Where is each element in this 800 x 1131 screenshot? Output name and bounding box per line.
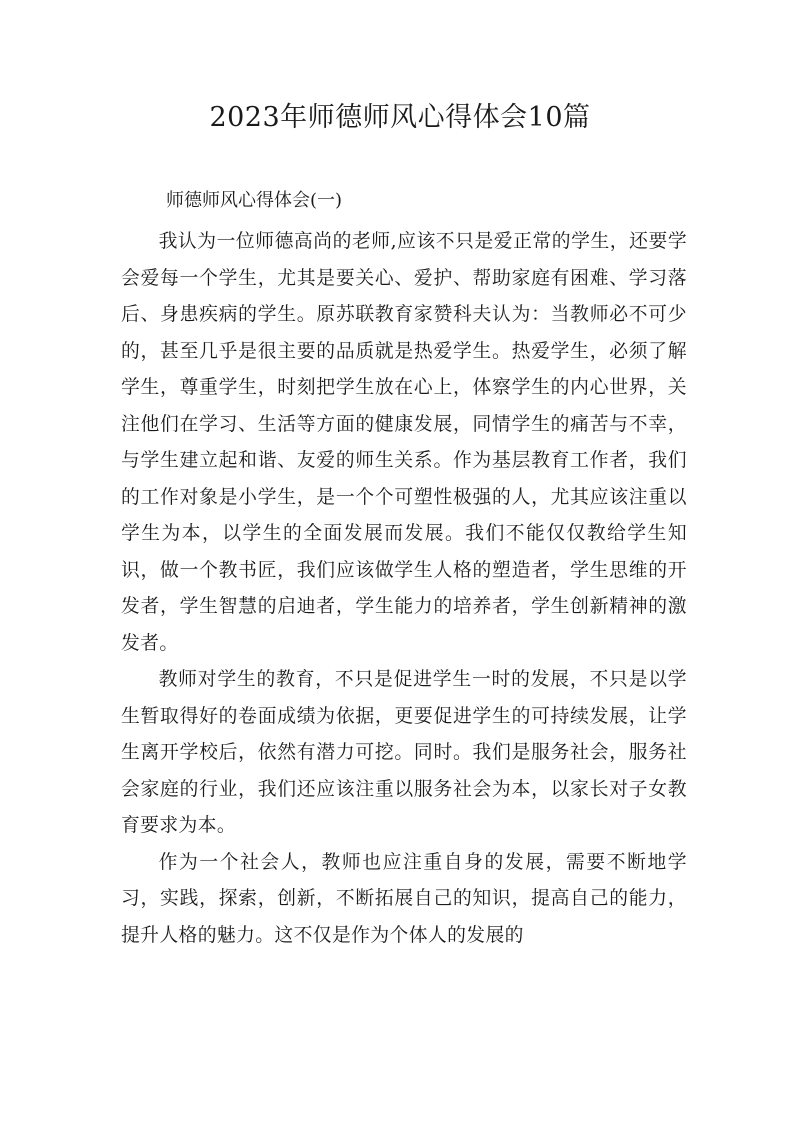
body-text: [121, 224, 687, 954]
section-heading: 师德师风心得体会(一): [166, 190, 343, 211]
document-title: 2023年师德师风心得体会10篇: [209, 102, 591, 133]
paragraph-3: 作为一个社会人，教师也应注重自身的发展，需要不断地学习，实践，探索，创新，不断拓展自己的知识，提高自己的能力，提升人格的魅力。这不仅是作为个体人的发展的: [121, 851, 687, 946]
paragraph-2: 教师对学生的教育，不只是促进学生一时的发展，不只是以学生暂取得好的卷面成绩为依据，更要促进学生的可持续发展，让学生离开学校后，依然有潜力可挖。同时。我们是服务社会，服务社会家庭的行业，我们还应该注重以服务社会为本，以家长对子女教育要求为本。: [121, 669, 687, 836]
paragraph-1: 我认为一位师德高尚的老师,应该不只是爱正常的学生，还要学会爱每一个学生，尤其是要关心、爱护、帮助家庭有困难、学习落后、身患疾病的学生。原苏联教育家赞科夫认为：当教师必不可少的，甚至几乎是很主要的品质就是热爱学生。热爱学生，必须了解学生，尊重学生，时刻把学生放在心上，体察学生的内心世界，关注他们在学习、生活等方面的健康发展，同情学生的痛苦与不幸，与学生建立起和谐、友爱的师生关系。作为基层教育工作者，我们的工作对象是小学生，是一个个可塑性极强的人，尤其应该注重以学生为本，以学生的全面发展而发展。我们不能仅仅教给学生知识，做一个教书匠，我们应该做学生人格的塑造者，学生思维的开发者，学生智慧的启迪者，学生能力的培养者，学生创新精神的激发者。: [121, 231, 687, 654]
